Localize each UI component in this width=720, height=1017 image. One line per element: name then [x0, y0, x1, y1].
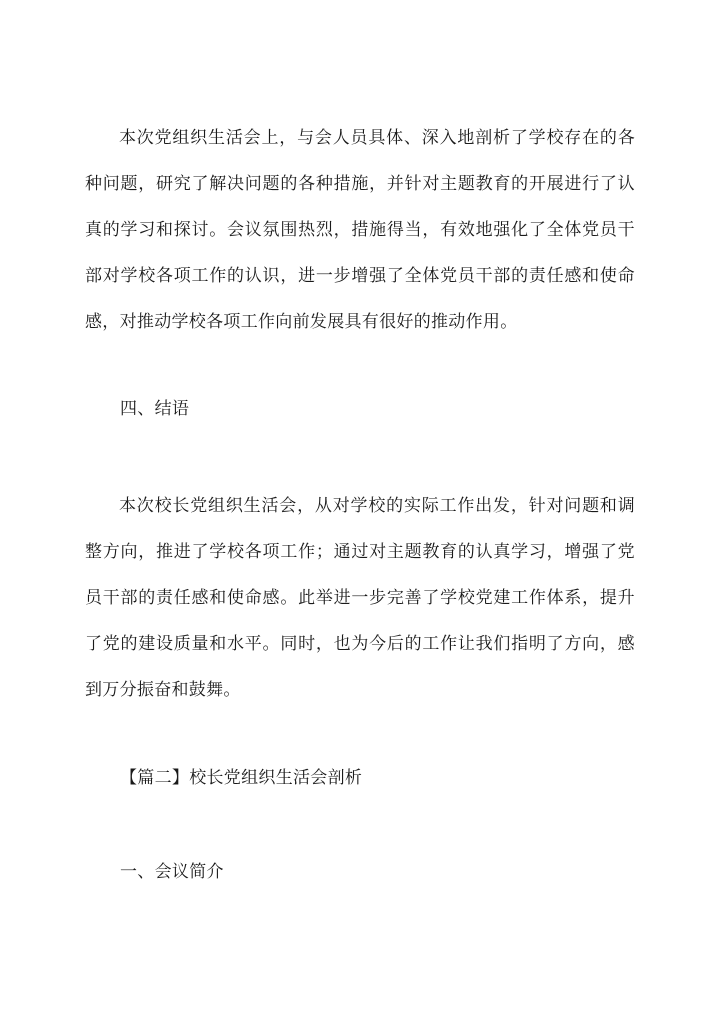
article-title-part-two: 【篇二】校长党组织生活会剖析: [120, 768, 363, 788]
section-heading-conclusion: 四、结语: [120, 399, 190, 419]
body-paragraph: 本次校长党组织生活会，从对学校的实际工作出发，针对问题和调整方向，推进了学校各项工作；通过对主题教育的认真学习，增强了党员干部的责任感和使命感。此举进一步完善了学校党建工作体系，提升了党的建设质量和水平。同时，也为今后的工作让我们指明了方向，感到万分振奋和鼓舞。: [85, 496, 635, 700]
body-paragraph: 本次党组织生活会上，与会人员具体、深入地剖析了学校存在的各种问题，研究了解决问题的各种措施，并针对主题教育的开展进行了认真的学习和探讨。会议氛围热烈，措施得当，有效地强化了全体党员干部对学校各项工作的认识，进一步增强了全体党员干部的责任感和使命感，对推动学校各项工作向前发展具有很好的推动作用。: [85, 128, 635, 332]
section-heading-meeting-intro: 一、会议简介: [120, 862, 224, 882]
